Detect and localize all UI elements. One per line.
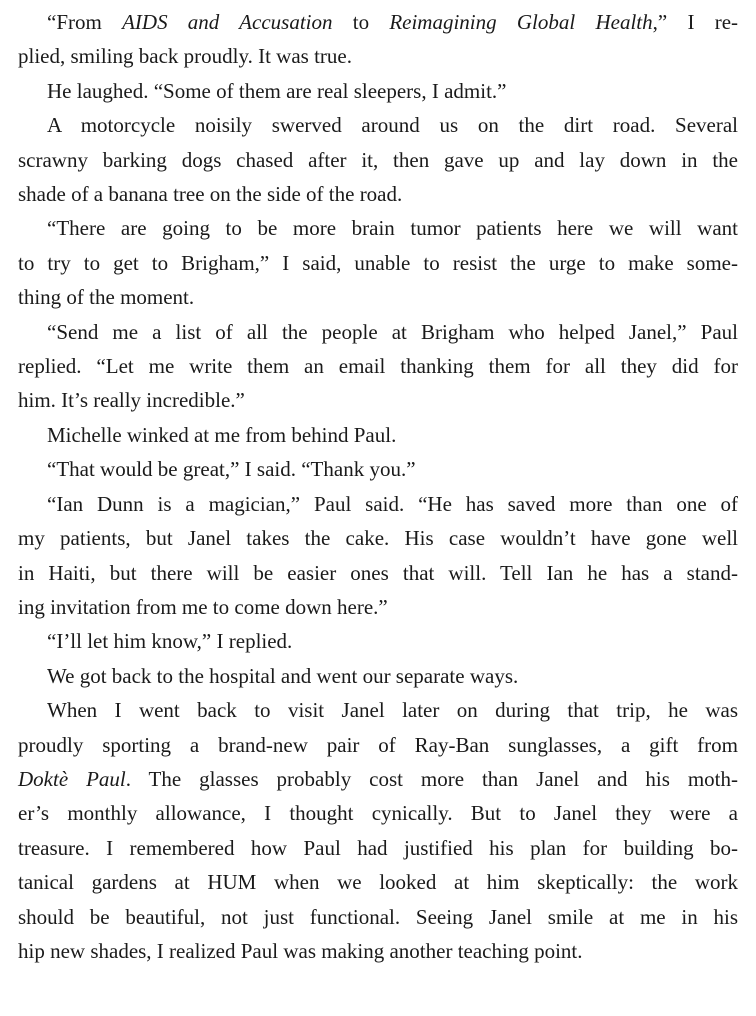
text-run: ing invitation from me to come down here.” <box>18 594 388 619</box>
text-run: “Ian Dunn is a magician,” Paul said. “He has saved more than one of <box>47 491 738 516</box>
text-line <box>18 521 738 555</box>
italic-title: AIDS and Accusation <box>122 10 333 34</box>
text-line <box>18 39 738 73</box>
text-line <box>18 659 738 693</box>
text-run: should be beautiful, not just functional. Seeing Janel smile at me in his <box>18 904 738 929</box>
paragraph <box>18 624 738 658</box>
text-run: shade of a banana tree on the side of the road. <box>18 182 403 207</box>
italic-title: Doktè Paul <box>18 766 126 791</box>
paragraph <box>18 418 738 452</box>
text-line <box>18 5 738 39</box>
text-run: er’s monthly allowance, I thought cynically. But to Janel they were a <box>18 801 738 826</box>
text-run: my patients, but Janel takes the cake. His case wouldn’t have gone well <box>18 526 738 551</box>
text-run: ,” I re- <box>652 10 739 34</box>
text-line <box>18 177 738 211</box>
text-run: scrawny barking dogs chased after it, then gave up and lay down in the <box>18 147 738 172</box>
text-run: “From <box>47 10 123 34</box>
text-run: “Send me a list of all the people at Brigham who helped Janel,” Paul <box>47 319 738 344</box>
text-run: hip new shades, I realized Paul was making another teaching point. <box>18 938 583 963</box>
text-line <box>18 74 738 108</box>
text-line <box>18 211 738 245</box>
text-line <box>18 315 738 349</box>
paragraph <box>18 659 738 693</box>
text-run: “I’ll let him know,” I replied. <box>47 629 293 654</box>
text-run: tanical gardens at HUM when we looked at him skeptically: the work <box>18 870 738 895</box>
italic-title: Reimagining Global Health <box>389 10 653 34</box>
text-line <box>18 624 738 658</box>
text-line <box>18 831 738 865</box>
text-run: replied. “Let me write them an email thanking them for all they did for <box>18 354 738 379</box>
text-line <box>18 349 738 383</box>
text-run: treasure. I remembered how Paul had justified his plan for building bo- <box>18 835 738 860</box>
text-line <box>18 762 738 796</box>
text-line <box>18 590 738 624</box>
text-line <box>18 900 738 934</box>
text-run: “That would be great,” I said. “Thank you.” <box>47 457 416 482</box>
text-line <box>18 143 738 177</box>
text-line <box>18 418 738 452</box>
paragraph <box>18 5 738 74</box>
text-line <box>18 693 738 727</box>
text-run: Michelle winked at me from behind Paul. <box>47 422 397 447</box>
text-run: “There are going to be more brain tumor patients here we will want <box>47 216 738 241</box>
text-line <box>18 280 738 314</box>
text-run: to try to get to Brigham,” I said, unable to resist the urge to make some- <box>18 250 738 275</box>
text-line <box>18 487 738 521</box>
paragraph <box>18 452 738 486</box>
paragraph <box>18 487 738 625</box>
paragraph <box>18 211 738 314</box>
text-line <box>18 728 738 762</box>
text-line <box>18 383 738 417</box>
text-line <box>18 246 738 280</box>
text-run: He laughed. “Some of them are real sleepers, I admit.” <box>47 78 507 103</box>
text-run: plied, smiling back proudly. It was true. <box>18 44 352 69</box>
text-line <box>18 452 738 486</box>
text-line <box>18 108 738 142</box>
paragraph <box>18 315 738 418</box>
text-line <box>18 556 738 590</box>
paragraph <box>18 693 738 968</box>
paragraph <box>18 108 738 211</box>
paragraph <box>18 74 738 108</box>
text-run: to <box>332 10 390 34</box>
text-run: . The glasses probably cost more than Janel and his moth- <box>125 766 738 791</box>
text-line <box>18 796 738 830</box>
text-run: We got back to the hospital and went our separate ways. <box>47 663 519 688</box>
text-run: in Haiti, but there will be easier ones that will. Tell Ian he has a stand- <box>18 560 738 585</box>
text-run: When I went back to visit Janel later on during that trip, he was <box>47 698 738 723</box>
book-page-text <box>18 5 738 968</box>
text-run: A motorcycle noisily swerved around us on the dirt road. Several <box>47 113 738 138</box>
text-run: thing of the moment. <box>18 285 195 310</box>
text-line <box>18 934 738 968</box>
text-run: proudly sporting a brand-new pair of Ray-Ban sunglasses, a gift from <box>18 732 738 757</box>
text-run: him. It’s really incredible.” <box>18 388 245 413</box>
text-line <box>18 865 738 899</box>
